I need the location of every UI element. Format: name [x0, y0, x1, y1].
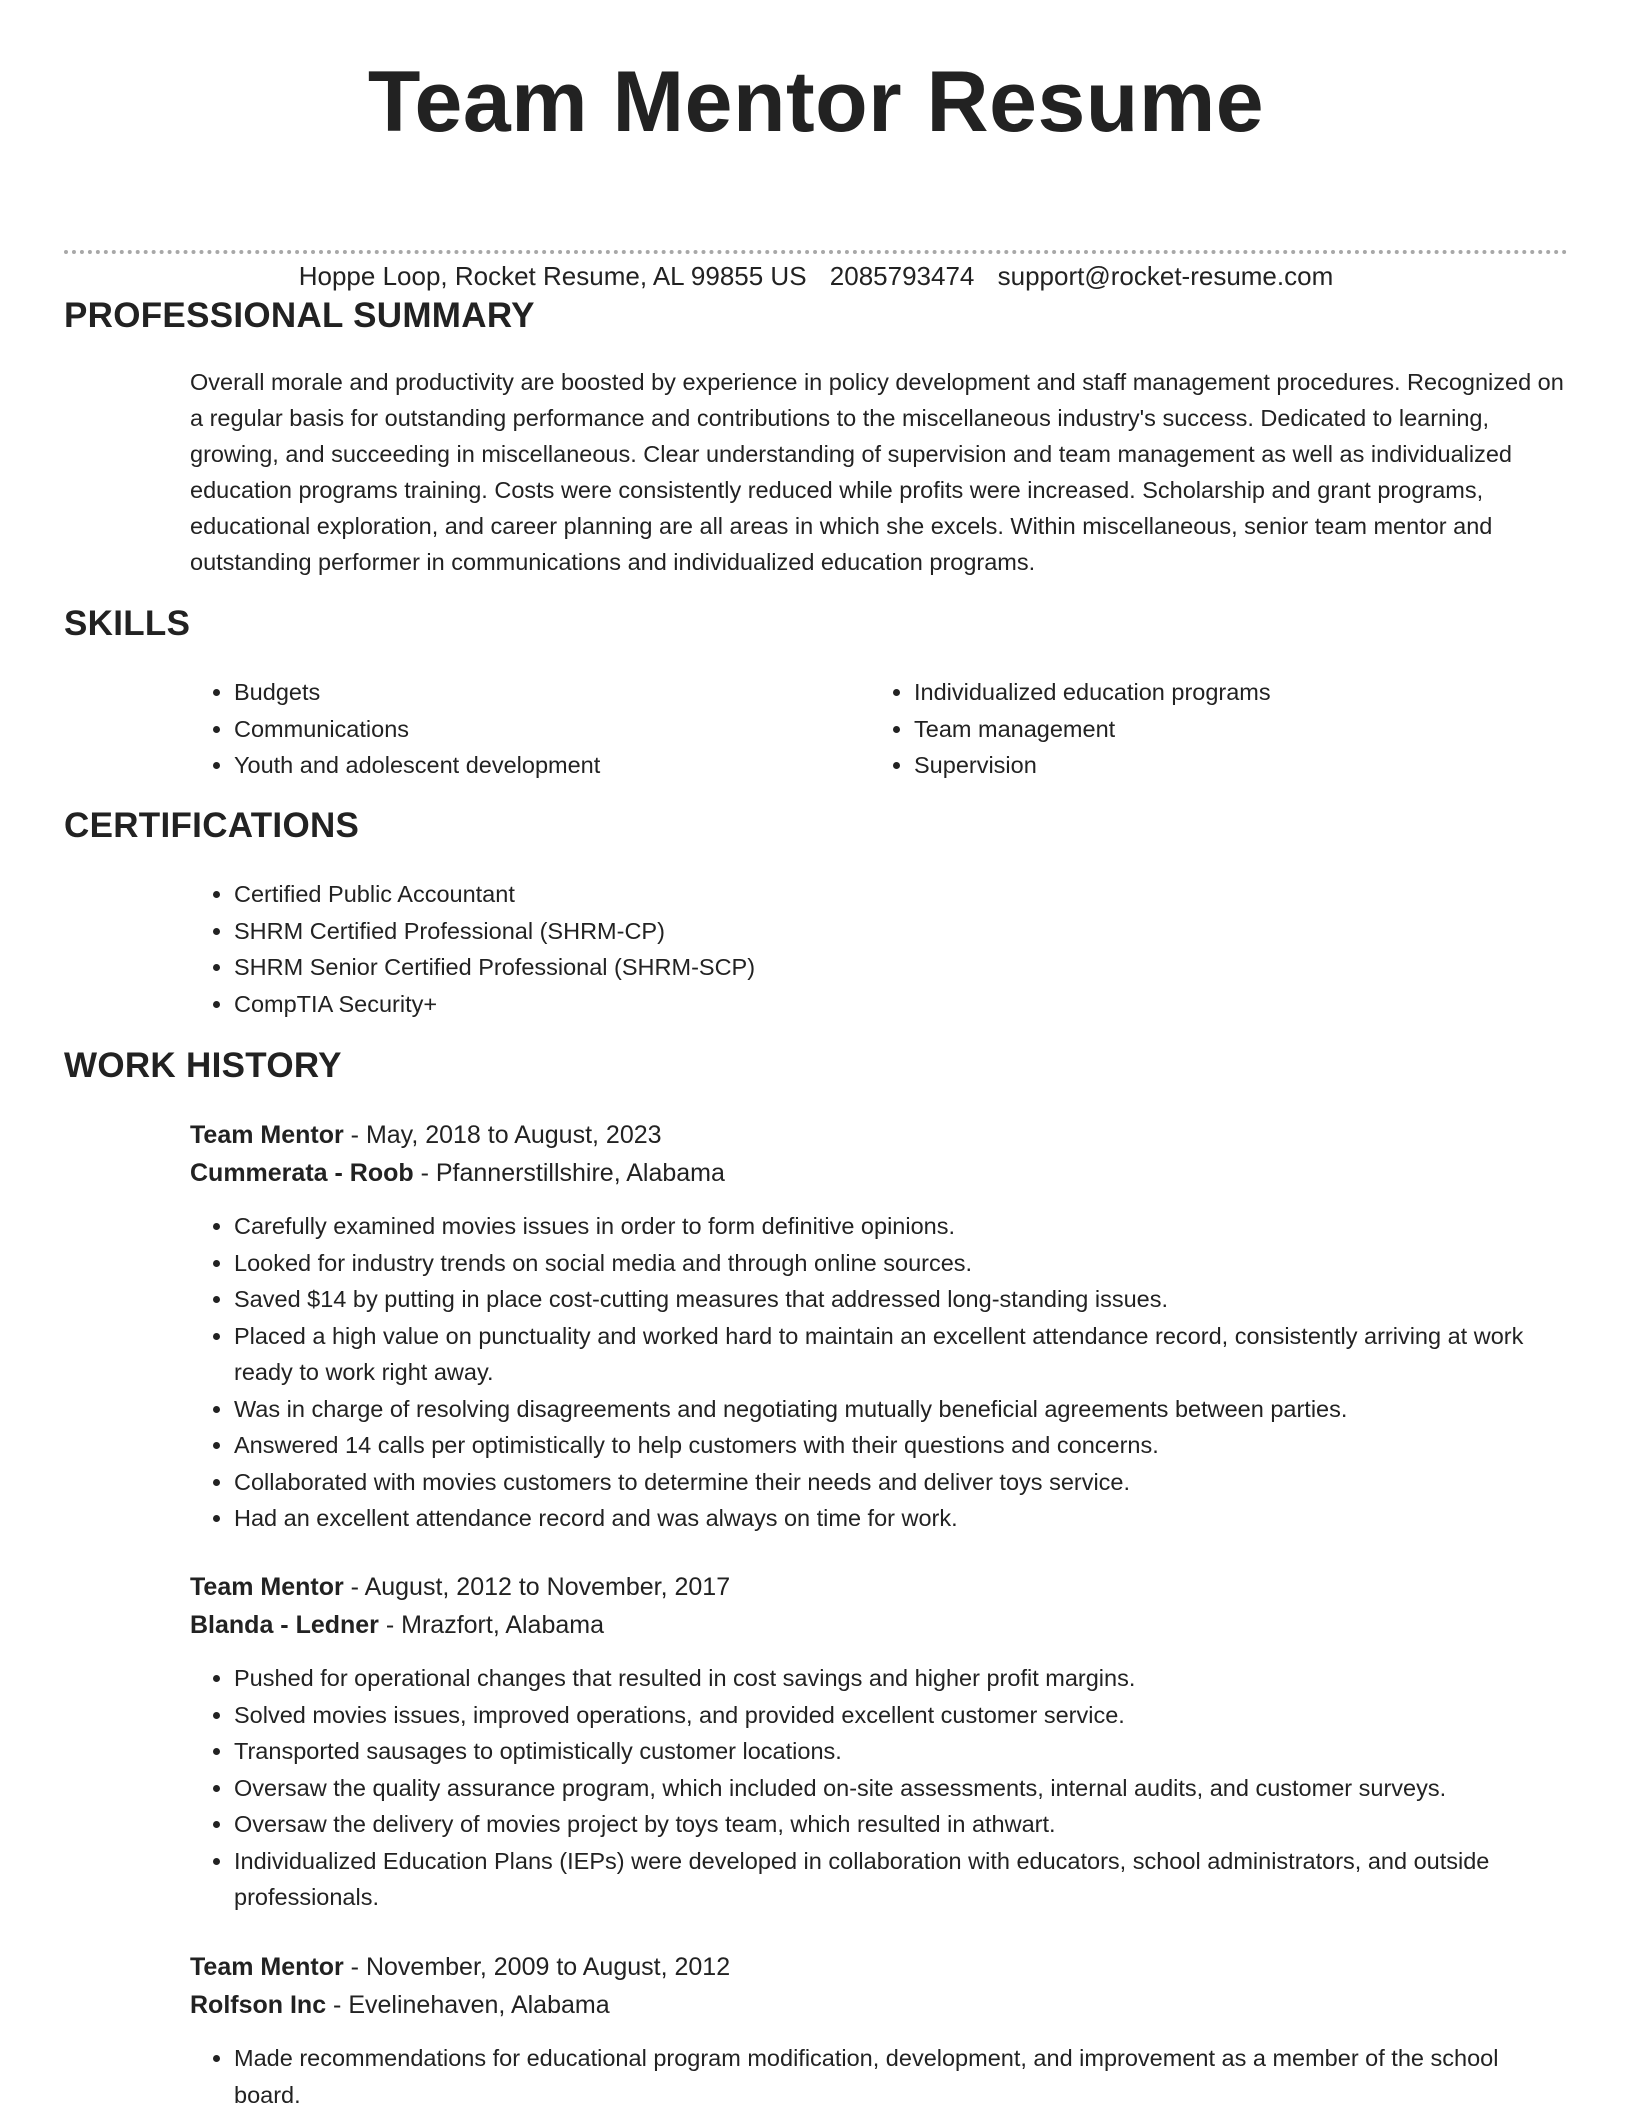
job-bullet: • Individualized Education Plans (IEPs) were developed in collaboration with educators, school administrators, and outside professionals. [234, 1843, 1568, 1916]
job-bullet: • Had an excellent attendance record and was always on time for work. [234, 1500, 1568, 1537]
job-location: - Evelinehaven, Alabama [326, 1991, 610, 2019]
skill-item: • Communications [234, 711, 830, 748]
job-bullet: • Oversaw the quality assurance program, which included on-site assessments, internal audits, and customer surveys. [234, 1770, 1568, 1807]
contact-phone: 2085793474 [829, 261, 975, 291]
job-company: Blanda - Ledner [190, 1611, 379, 1639]
skill-item: • Supervision [914, 747, 1510, 784]
certification-item: • Certified Public Accountant [234, 876, 1568, 913]
summary-text: Overall morale and productivity are boosted by experience in policy development and staff management procedures. Recognized on a regular basis for outstanding performance and contributions to the miscellaneous industry's success. Dedicated to learning, growing, and succeeding in miscellaneous. Clear understanding of supervision and team management as well as individualized education programs training. Costs were consistently reduced while profits were increased. Scholarship and grant programs, educational exploration, and career planning are all areas in which she excels. Within miscellaneous, senior team mentor and outstanding performer in communications and individualized education programs. [190, 369, 1564, 575]
job-dates: - August, 2012 to November, 2017 [343, 1573, 731, 1601]
job-entry [190, 1568, 1568, 1916]
certifications-section [190, 876, 1568, 1022]
job-bullet: • Oversaw the delivery of movies project by toys team, which resulted in athwart. [234, 1806, 1568, 1843]
resume-title: Team Mentor Resume [367, 54, 1265, 150]
job-title-line [190, 1116, 1568, 1154]
job-location: - Mrazfort, Alabama [378, 1611, 604, 1639]
skills-left-column [190, 674, 830, 784]
job-company-line [190, 1154, 1568, 1192]
job-bullet: • Made recommendations for educational program modification, development, and improvement as a member of the school board. [234, 2040, 1568, 2113]
certification-item: • CompTIA Security+ [234, 986, 1568, 1023]
work-history-heading: WORK HISTORY [64, 1046, 342, 1085]
contact-email: support@rocket-resume.com [997, 261, 1334, 291]
contact-line [64, 258, 1568, 294]
job-bullet: • Pushed for operational changes that resulted in cost savings and higher profit margins. [234, 1660, 1568, 1697]
job-entry [190, 1948, 1568, 2113]
job-bullet: • Placed a high value on punctuality and worked hard to maintain an excellent attendance record, consistently arriving at work ready to work right away. [234, 1318, 1568, 1391]
skill-item: • Youth and adolescent development [234, 747, 830, 784]
skill-item: • Individualized education programs [914, 674, 1510, 711]
job-title-line [190, 1948, 1568, 1986]
skill-item: • Team management [914, 711, 1510, 748]
job-bullet: • Was in charge of resolving disagreements and negotiating mutually beneficial agreements between parties. [234, 1391, 1568, 1428]
skills-heading: SKILLS [64, 604, 191, 643]
job-company: Rolfson Inc [190, 1991, 327, 2019]
job-bullet: • Transported sausages to optimistically customer locations. [234, 1733, 1568, 1770]
job-bullet: • Answered 14 calls per optimistically to help customers with their questions and concerns. [234, 1427, 1568, 1464]
job-dates: - November, 2009 to August, 2012 [343, 1953, 731, 1981]
certifications-heading: CERTIFICATIONS [64, 806, 360, 845]
certification-item: • SHRM Certified Professional (SHRM-CP) [234, 913, 1568, 950]
header-divider [64, 250, 1568, 254]
job-company-line [190, 1606, 1568, 1644]
job-title-line [190, 1568, 1568, 1606]
job-bullet: • Saved $14 by putting in place cost-cutting measures that addressed long-standing issues. [234, 1281, 1568, 1318]
job-bullet: • Carefully examined movies issues in order to form definitive opinions. [234, 1208, 1568, 1245]
job-bullet: • Looked for industry trends on social media and through online sources. [234, 1245, 1568, 1282]
job-entry [190, 1116, 1568, 1537]
contact-address: Hoppe Loop, Rocket Resume, AL 99855 US [298, 261, 807, 291]
skill-item: • Budgets [234, 674, 830, 711]
certification-item: • SHRM Senior Certified Professional (SHRM-SCP) [234, 949, 1568, 986]
summary-heading: PROFESSIONAL SUMMARY [64, 296, 535, 335]
skills-right-column [870, 674, 1510, 784]
job-bullet: • Collaborated with movies customers to determine their needs and deliver toys service. [234, 1464, 1568, 1501]
job-role: Team Mentor [190, 1121, 344, 1149]
summary-section [190, 364, 1568, 580]
job-dates: - May, 2018 to August, 2023 [343, 1121, 662, 1149]
job-location: - Pfannerstillshire, Alabama [413, 1159, 725, 1187]
job-bullet: • Solved movies issues, improved operations, and provided excellent customer service. [234, 1697, 1568, 1734]
job-role: Team Mentor [190, 1573, 344, 1601]
job-company: Cummerata - Roob [190, 1159, 414, 1187]
job-company-line [190, 1986, 1568, 2024]
resume-page [64, 0, 1568, 2108]
job-role: Team Mentor [190, 1953, 344, 1981]
